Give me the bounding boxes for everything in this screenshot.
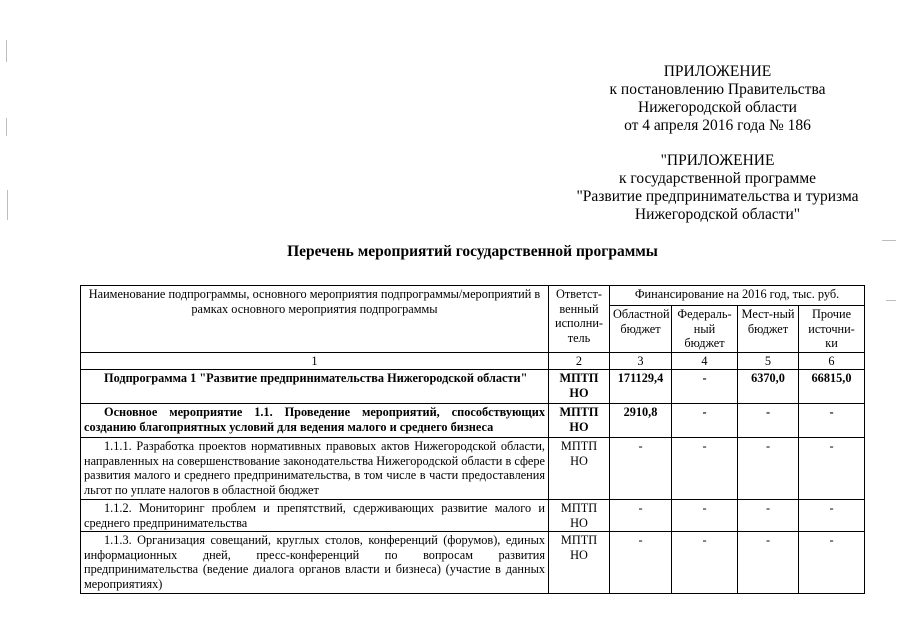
row-name: 1.1.1. Разработка проектов нормативных правовых актов Нижегородской области, направленных на совершенствование законодательства Нижегородской области в сфере развития малого и среднего предпринимательства, в том числе в части предоставления льгот по уплате налогов в областной бюджет — [81, 438, 549, 500]
column-number: 2 — [549, 352, 610, 370]
appendix-line: Нижегородской области — [638, 99, 797, 116]
table-row — [81, 532, 865, 594]
table-row — [81, 404, 865, 438]
column-number: 5 — [738, 352, 799, 370]
row-local: 6370,0 — [738, 370, 799, 404]
column-number: 3 — [610, 352, 672, 370]
row-name: Основное мероприятие 1.1. Проведение мероприятий, способствующих созданию благоприятных условий для ведения малого и среднего бизнеса — [81, 404, 549, 438]
row-local: - — [738, 500, 799, 532]
row-other: 66815,0 — [799, 370, 865, 404]
row-name: 1.1.2. Мониторинг проблем и препятствий, сдерживающих развитие малого и среднего предпринимательства — [81, 500, 549, 532]
table-row — [81, 500, 865, 532]
header-executor: Ответст-венный исполни-тель — [549, 286, 610, 353]
header-financing: Финансирование на 2016 год, тыс. руб. — [610, 286, 865, 306]
program-line: "ПРИЛОЖЕНИЕ — [660, 152, 775, 169]
row-local: - — [738, 532, 799, 594]
header-name: Наименование подпрограммы, основного мероприятия подпрограммы/мероприятий в рамках основного мероприятия подпрограммы — [81, 286, 549, 353]
row-regional: - — [610, 532, 672, 594]
row-regional: 171129,4 — [610, 370, 672, 404]
row-executor: МПТП НО — [549, 404, 610, 438]
program-line: к государственной программе — [618, 170, 817, 187]
scan-mark — [7, 190, 8, 220]
row-federal: - — [672, 370, 738, 404]
program-line: "Развитие предпринимательства и туризма — [576, 188, 859, 205]
measures-table — [80, 285, 865, 594]
scan-mark — [886, 300, 896, 301]
column-number-row — [81, 352, 865, 370]
program-line: Нижегородской области" — [634, 206, 801, 223]
table-row — [81, 438, 865, 500]
row-name: 1.1.3. Организация совещаний, круглых столов, конференций (форумов), единых информационных дней, пресс-конференций по вопросам развития предпринимательства (ведение диалога органов власти и бизнеса) (участие в данных мероприятиях) — [81, 532, 549, 594]
row-executor: МПТП НО — [549, 370, 610, 404]
scan-mark — [882, 240, 896, 241]
header-regional-budget: Областной бюджет — [610, 306, 672, 353]
row-executor: МПТП НО — [549, 438, 610, 500]
table-row — [81, 370, 865, 404]
row-regional: - — [610, 438, 672, 500]
row-other: - — [799, 438, 865, 500]
header-local-budget: Мест-ный бюджет — [738, 306, 799, 353]
column-number: 1 — [81, 352, 549, 370]
row-local: - — [738, 438, 799, 500]
program-header — [545, 152, 890, 224]
column-number: 4 — [672, 352, 738, 370]
row-regional: 2910,8 — [610, 404, 672, 438]
table-header-row — [81, 286, 865, 306]
row-name: Подпрограмма 1 "Развитие предпринимательства Нижегородской области" — [81, 370, 549, 404]
header-other-sources: Прочие источни-ки — [799, 306, 865, 353]
row-federal: - — [672, 532, 738, 594]
row-federal: - — [672, 438, 738, 500]
column-number: 6 — [799, 352, 865, 370]
scan-mark — [6, 118, 7, 136]
row-other: - — [799, 532, 865, 594]
appendix-header — [575, 63, 860, 135]
row-local: - — [738, 404, 799, 438]
scan-mark — [6, 40, 7, 62]
appendix-line: от 4 апреля 2016 года № 186 — [624, 117, 811, 134]
appendix-line: ПРИЛОЖЕНИЕ — [663, 63, 772, 80]
row-other: - — [799, 500, 865, 532]
document-title: Перечень мероприятий государственной программы — [287, 243, 658, 260]
row-federal: - — [672, 500, 738, 532]
row-other: - — [799, 404, 865, 438]
row-federal: - — [672, 404, 738, 438]
row-executor: МПТП НО — [549, 500, 610, 532]
row-executor: МПТП НО — [549, 532, 610, 594]
appendix-line: к постановлению Правительства — [609, 81, 826, 98]
row-regional: - — [610, 500, 672, 532]
header-federal-budget: Федераль-ный бюджет — [672, 306, 738, 353]
